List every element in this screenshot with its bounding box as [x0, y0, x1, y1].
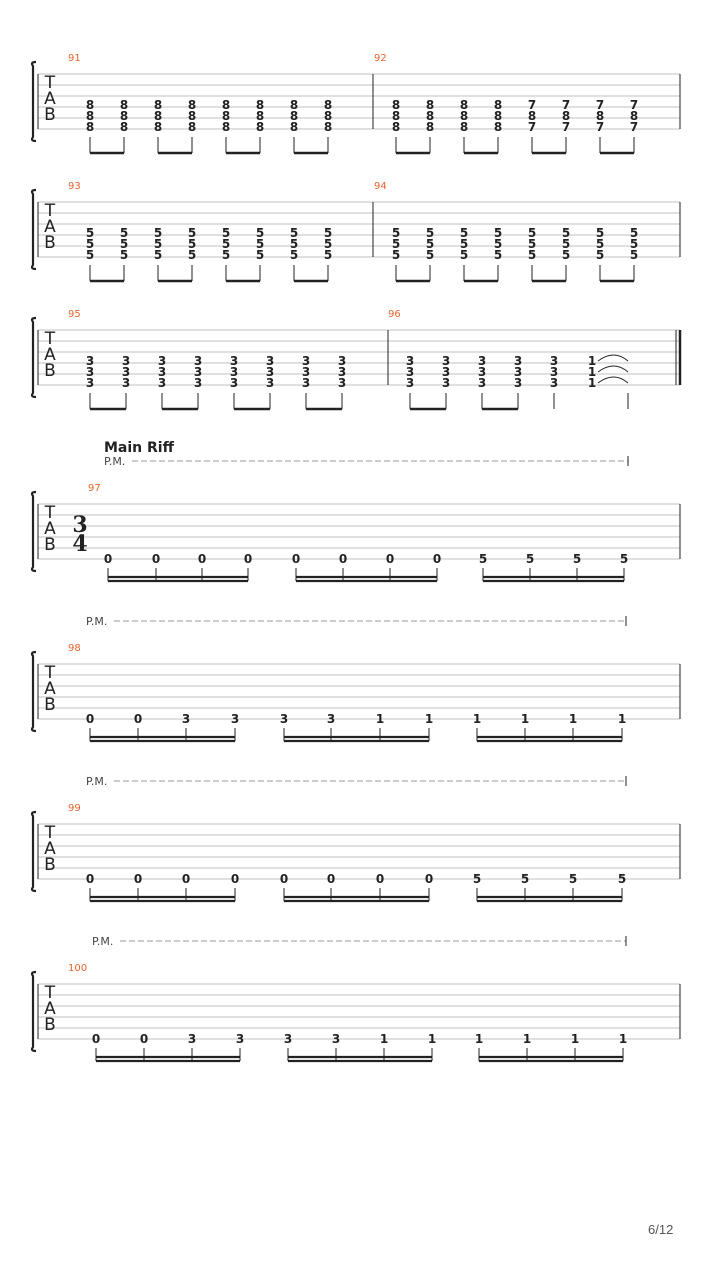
fret-number: 5 [527, 237, 537, 251]
fret-number: 1 [587, 354, 597, 368]
fret-number: 5 [323, 237, 333, 251]
fret-number: 8 [187, 120, 197, 134]
tab-clef-letter: A [44, 839, 56, 859]
fret-number: 0 [432, 552, 442, 566]
tab-clef-letter: B [44, 361, 56, 381]
tab-clef-letter: T [44, 73, 56, 93]
fret-number: 1 [472, 712, 482, 726]
fret-number: 3 [477, 365, 487, 379]
fret-number: 8 [425, 120, 435, 134]
tab-clef-letter: B [44, 855, 56, 875]
fret-number: 8 [391, 98, 401, 112]
fret-number: 8 [323, 120, 333, 134]
fret-number: 5 [493, 237, 503, 251]
fret-number: 3 [265, 376, 275, 390]
fret-number: 0 [197, 552, 207, 566]
fret-number: 7 [629, 120, 639, 134]
fret-number: 3 [549, 376, 559, 390]
measure-number: 96 [388, 309, 401, 320]
fret-number: 8 [289, 109, 299, 123]
fret-number: 0 [338, 552, 348, 566]
fret-number: 5 [153, 237, 163, 251]
fret-number: 5 [85, 226, 95, 240]
tab-clef-letter: B [44, 1015, 56, 1035]
fret-number: 3 [193, 354, 203, 368]
fret-number: 3 [477, 354, 487, 368]
fret-number: 7 [527, 98, 537, 112]
fret-number: 5 [478, 552, 488, 566]
fret-number: 8 [459, 120, 469, 134]
fret-number: 3 [513, 354, 523, 368]
system-bracket [32, 492, 36, 571]
tab-clef-letter: A [44, 679, 56, 699]
fret-number: 5 [187, 237, 197, 251]
fret-number: 5 [595, 226, 605, 240]
fret-number: 8 [187, 98, 197, 112]
fret-number: 5 [187, 248, 197, 262]
fret-number: 5 [391, 248, 401, 262]
fret-number: 5 [289, 226, 299, 240]
system-bracket [32, 972, 36, 1051]
fret-number: 0 [85, 712, 95, 726]
fret-number: 5 [153, 248, 163, 262]
fret-number: 8 [255, 120, 265, 134]
page-number: 6/12 [648, 1222, 674, 1237]
fret-number: 1 [520, 712, 530, 726]
fret-number: 0 [139, 1032, 149, 1046]
fret-number: 8 [153, 109, 163, 123]
tab-clef-letter: B [44, 695, 56, 715]
fret-number: 5 [472, 872, 482, 886]
tab-clef-letter: A [44, 999, 56, 1019]
fret-number: 5 [493, 226, 503, 240]
fret-number: 5 [561, 226, 571, 240]
fret-number: 5 [289, 237, 299, 251]
time-signature-denominator: 4 [72, 531, 88, 557]
fret-number: 5 [221, 237, 231, 251]
fret-number: 5 [153, 226, 163, 240]
measure-number: 98 [68, 643, 81, 654]
fret-number: 8 [493, 120, 503, 134]
fret-number: 3 [513, 376, 523, 390]
tie-arc [598, 355, 628, 361]
measure-number: 100 [68, 963, 88, 974]
fret-number: 5 [527, 226, 537, 240]
fret-number: 5 [572, 552, 582, 566]
fret-number: 1 [375, 712, 385, 726]
fret-number: 5 [459, 248, 469, 262]
fret-number: 3 [283, 1032, 293, 1046]
fret-number: 8 [119, 120, 129, 134]
fret-number: 8 [459, 109, 469, 123]
tab-clef-letter: T [44, 823, 56, 843]
fret-number: 3 [337, 354, 347, 368]
fret-number: 5 [221, 248, 231, 262]
tab-clef-letter: T [44, 663, 56, 683]
fret-number: 5 [323, 226, 333, 240]
tab-clef-letter: T [44, 201, 56, 221]
fret-number: 3 [265, 365, 275, 379]
fret-number: 3 [549, 354, 559, 368]
fret-number: 3 [326, 712, 336, 726]
measure-number: 95 [68, 309, 81, 320]
tie-arc [598, 366, 628, 372]
measure-number: 99 [68, 803, 81, 814]
fret-number: 5 [595, 237, 605, 251]
fret-number: 3 [337, 365, 347, 379]
tab-clef-letter: B [44, 233, 56, 253]
tab-clef-letter: T [44, 503, 56, 523]
fret-number: 5 [525, 552, 535, 566]
fret-number: 8 [85, 109, 95, 123]
tie-arc [598, 377, 628, 383]
palm-mute-label: P.M. [92, 935, 114, 948]
fret-number: 8 [289, 120, 299, 134]
measure-number: 94 [374, 181, 387, 192]
fret-number: 3 [229, 365, 239, 379]
fret-number: 7 [561, 120, 571, 134]
fret-number: 8 [391, 120, 401, 134]
fret-number: 8 [323, 109, 333, 123]
fret-number: 5 [221, 226, 231, 240]
fret-number: 3 [157, 376, 167, 390]
fret-number: 8 [459, 98, 469, 112]
fret-number: 3 [85, 354, 95, 368]
fret-number: 5 [425, 237, 435, 251]
fret-number: 3 [301, 365, 311, 379]
fret-number: 3 [549, 365, 559, 379]
fret-number: 8 [629, 109, 639, 123]
system-bracket [32, 318, 36, 397]
fret-number: 8 [527, 109, 537, 123]
fret-number: 0 [133, 872, 143, 886]
fret-number: 3 [441, 376, 451, 390]
time-signature-numerator: 3 [72, 512, 88, 538]
fret-number: 5 [595, 248, 605, 262]
fret-number: 5 [119, 237, 129, 251]
fret-number: 1 [424, 712, 434, 726]
fret-number: 8 [255, 109, 265, 123]
tab-clef-letter: B [44, 105, 56, 125]
fret-number: 8 [493, 98, 503, 112]
fret-number: 8 [561, 109, 571, 123]
fret-number: 3 [441, 354, 451, 368]
fret-number: 5 [561, 237, 571, 251]
system-bracket [32, 652, 36, 731]
fret-number: 8 [289, 98, 299, 112]
fret-number: 5 [119, 226, 129, 240]
measure-number: 91 [68, 53, 81, 64]
fret-number: 5 [187, 226, 197, 240]
fret-number: 0 [291, 552, 301, 566]
fret-number: 3 [187, 1032, 197, 1046]
fret-number: 5 [323, 248, 333, 262]
fret-number: 5 [619, 552, 629, 566]
tab-clef-letter: A [44, 519, 56, 539]
fret-number: 5 [255, 237, 265, 251]
fret-number: 0 [279, 872, 289, 886]
fret-number: 7 [595, 120, 605, 134]
fret-number: 8 [119, 109, 129, 123]
fret-number: 1 [587, 365, 597, 379]
section-title: Main Riff [104, 440, 174, 456]
fret-number: 5 [617, 872, 627, 886]
fret-number: 8 [425, 98, 435, 112]
tab-clef-letter: A [44, 217, 56, 237]
fret-number: 5 [391, 237, 401, 251]
fret-number: 3 [121, 354, 131, 368]
system-bracket [32, 62, 36, 141]
fret-number: 0 [230, 872, 240, 886]
palm-mute-label: P.M. [104, 455, 126, 468]
fret-number: 3 [405, 365, 415, 379]
fret-number: 3 [181, 712, 191, 726]
fret-number: 0 [133, 712, 143, 726]
fret-number: 8 [187, 109, 197, 123]
fret-number: 0 [151, 552, 161, 566]
fret-number: 3 [193, 376, 203, 390]
fret-number: 5 [289, 248, 299, 262]
fret-number: 3 [337, 376, 347, 390]
fret-number: 3 [235, 1032, 245, 1046]
fret-number: 3 [265, 354, 275, 368]
fret-number: 3 [193, 365, 203, 379]
fret-number: 1 [522, 1032, 532, 1046]
fret-number: 5 [85, 237, 95, 251]
fret-number: 0 [385, 552, 395, 566]
fret-number: 8 [153, 120, 163, 134]
fret-number: 3 [157, 354, 167, 368]
fret-number: 3 [121, 376, 131, 390]
fret-number: 5 [255, 248, 265, 262]
fret-number: 5 [493, 248, 503, 262]
fret-number: 8 [221, 120, 231, 134]
fret-number: 7 [527, 120, 537, 134]
fret-number: 3 [229, 354, 239, 368]
fret-number: 5 [568, 872, 578, 886]
tab-clef-letter: B [44, 535, 56, 555]
measure-number: 93 [68, 181, 81, 192]
fret-number: 7 [561, 98, 571, 112]
fret-number: 3 [331, 1032, 341, 1046]
fret-number: 3 [85, 365, 95, 379]
tab-clef-letter: T [44, 983, 56, 1003]
fret-number: 5 [255, 226, 265, 240]
fret-number: 8 [221, 98, 231, 112]
fret-number: 3 [441, 365, 451, 379]
palm-mute-label: P.M. [86, 615, 108, 628]
fret-number: 5 [425, 248, 435, 262]
fret-number: 3 [301, 354, 311, 368]
fret-number: 8 [595, 109, 605, 123]
fret-number: 1 [587, 376, 597, 390]
fret-number: 8 [493, 109, 503, 123]
fret-number: 5 [629, 248, 639, 262]
fret-number: 3 [85, 376, 95, 390]
fret-number: 5 [629, 237, 639, 251]
fret-number: 3 [301, 376, 311, 390]
fret-number: 5 [459, 226, 469, 240]
fret-number: 5 [520, 872, 530, 886]
tab-clef-letter: A [44, 345, 56, 365]
fret-number: 8 [85, 98, 95, 112]
fret-number: 3 [229, 376, 239, 390]
system-bracket [32, 812, 36, 891]
fret-number: 0 [424, 872, 434, 886]
fret-number: 5 [425, 226, 435, 240]
fret-number: 8 [323, 98, 333, 112]
fret-number: 3 [230, 712, 240, 726]
fret-number: 8 [119, 98, 129, 112]
fret-number: 8 [153, 98, 163, 112]
fret-number: 1 [379, 1032, 389, 1046]
fret-number: 1 [618, 1032, 628, 1046]
fret-number: 3 [157, 365, 167, 379]
fret-number: 5 [85, 248, 95, 262]
fret-number: 8 [391, 109, 401, 123]
fret-number: 3 [121, 365, 131, 379]
fret-number: 0 [181, 872, 191, 886]
fret-number: 0 [103, 552, 113, 566]
fret-number: 0 [243, 552, 253, 566]
measure-number: 92 [374, 53, 387, 64]
fret-number: 5 [119, 248, 129, 262]
fret-number: 1 [570, 1032, 580, 1046]
palm-mute-label: P.M. [86, 775, 108, 788]
fret-number: 5 [391, 226, 401, 240]
fret-number: 3 [513, 365, 523, 379]
measure-number: 97 [88, 483, 101, 494]
fret-number: 1 [617, 712, 627, 726]
fret-number: 3 [279, 712, 289, 726]
fret-number: 1 [568, 712, 578, 726]
fret-number: 8 [85, 120, 95, 134]
fret-number: 5 [527, 248, 537, 262]
system-bracket [32, 190, 36, 269]
fret-number: 5 [561, 248, 571, 262]
fret-number: 8 [221, 109, 231, 123]
fret-number: 1 [474, 1032, 484, 1046]
tab-clef-letter: A [44, 89, 56, 109]
fret-number: 3 [405, 354, 415, 368]
fret-number: 0 [91, 1032, 101, 1046]
fret-number: 5 [629, 226, 639, 240]
fret-number: 5 [459, 237, 469, 251]
fret-number: 7 [629, 98, 639, 112]
fret-number: 8 [425, 109, 435, 123]
tab-clef-letter: T [44, 329, 56, 349]
fret-number: 1 [427, 1032, 437, 1046]
fret-number: 8 [255, 98, 265, 112]
fret-number: 3 [405, 376, 415, 390]
fret-number: 0 [375, 872, 385, 886]
fret-number: 0 [326, 872, 336, 886]
fret-number: 3 [477, 376, 487, 390]
fret-number: 0 [85, 872, 95, 886]
fret-number: 7 [595, 98, 605, 112]
